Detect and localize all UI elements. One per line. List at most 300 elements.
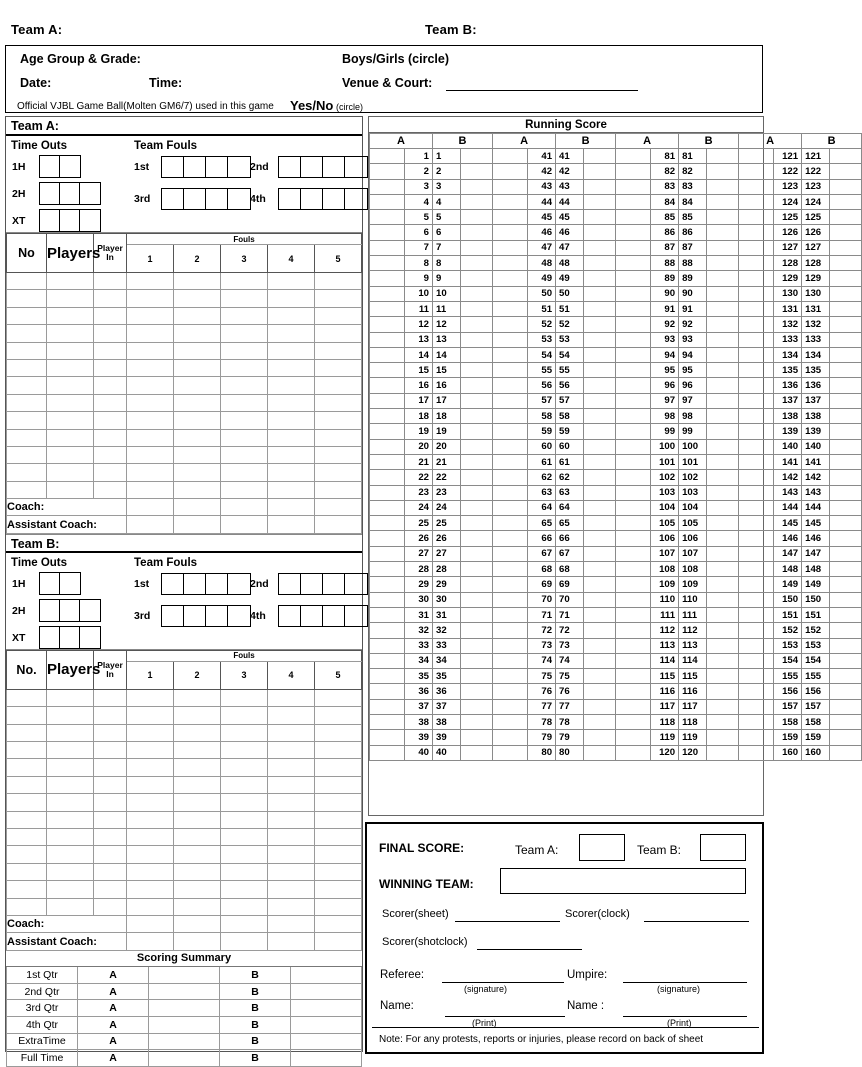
running-score-b-mark[interactable] — [707, 562, 739, 577]
player-foul-5-cell[interactable] — [315, 481, 362, 498]
player-foul-1-cell[interactable] — [127, 707, 174, 724]
player-no-cell[interactable] — [7, 377, 47, 394]
running-score-b-mark[interactable] — [584, 225, 616, 240]
player-foul-5-cell[interactable] — [315, 707, 362, 724]
running-score-a-mark[interactable] — [616, 516, 651, 531]
player-foul-2-cell[interactable] — [174, 290, 221, 307]
player-name-cell[interactable] — [47, 828, 94, 845]
player-foul-2-cell[interactable] — [174, 325, 221, 342]
running-score-b-mark[interactable] — [584, 562, 616, 577]
running-score-b-mark[interactable] — [830, 669, 862, 684]
player-in-cell[interactable] — [94, 273, 127, 290]
team-a-assistant-coach-label[interactable]: Assistant Coach: — [7, 516, 127, 533]
player-foul-3-cell[interactable] — [221, 707, 268, 724]
running-score-b-mark[interactable] — [461, 424, 493, 439]
running-score-a-mark[interactable] — [739, 653, 774, 668]
player-foul-1-cell[interactable] — [127, 724, 174, 741]
summary-team-a-value[interactable] — [149, 1017, 220, 1034]
player-foul-3-cell[interactable] — [221, 464, 268, 481]
running-score-a-mark[interactable] — [370, 409, 405, 424]
player-no-cell[interactable] — [7, 689, 47, 706]
running-score-a-mark[interactable] — [493, 516, 528, 531]
player-foul-2-cell[interactable] — [174, 273, 221, 290]
player-foul-3-cell[interactable] — [221, 846, 268, 863]
player-foul-3-cell[interactable] — [221, 377, 268, 394]
running-score-b-mark[interactable] — [830, 638, 862, 653]
scorer-shotclock-input-line[interactable] — [477, 949, 582, 950]
player-foul-2-cell[interactable] — [174, 881, 221, 898]
running-score-a-mark[interactable] — [493, 378, 528, 393]
running-score-a-mark[interactable] — [493, 745, 528, 760]
running-score-b-mark[interactable] — [707, 363, 739, 378]
running-score-b-mark[interactable] — [830, 516, 862, 531]
running-score-b-mark[interactable] — [830, 546, 862, 561]
player-in-cell[interactable] — [94, 342, 127, 359]
player-foul-4-cell[interactable] — [268, 759, 315, 776]
running-score-a-mark[interactable] — [616, 653, 651, 668]
team-b-acoach-f4[interactable] — [268, 933, 315, 950]
running-score-a-mark[interactable] — [493, 454, 528, 469]
running-score-b-mark[interactable] — [461, 592, 493, 607]
running-score-a-mark[interactable] — [739, 332, 774, 347]
running-score-a-mark[interactable] — [616, 546, 651, 561]
player-name-cell[interactable] — [47, 359, 94, 376]
running-score-b-mark[interactable] — [584, 179, 616, 194]
running-score-a-mark[interactable] — [370, 256, 405, 271]
player-foul-1-cell[interactable] — [127, 394, 174, 411]
player-foul-3-cell[interactable] — [221, 881, 268, 898]
player-in-cell[interactable] — [94, 446, 127, 463]
running-score-a-mark[interactable] — [370, 592, 405, 607]
running-score-a-mark[interactable] — [370, 332, 405, 347]
running-score-b-mark[interactable] — [707, 485, 739, 500]
running-score-b-mark[interactable] — [584, 684, 616, 699]
running-score-b-mark[interactable] — [830, 607, 862, 622]
running-score-b-mark[interactable] — [830, 699, 862, 714]
running-score-b-mark[interactable] — [461, 546, 493, 561]
running-score-a-mark[interactable] — [370, 271, 405, 286]
player-name-cell[interactable] — [47, 846, 94, 863]
running-score-a-mark[interactable] — [493, 546, 528, 561]
running-score-a-mark[interactable] — [616, 225, 651, 240]
running-score-b-mark[interactable] — [830, 500, 862, 515]
player-name-cell[interactable] — [47, 481, 94, 498]
running-score-b-mark[interactable] — [584, 194, 616, 209]
player-foul-5-cell[interactable] — [315, 742, 362, 759]
running-score-a-mark[interactable] — [739, 393, 774, 408]
running-score-a-mark[interactable] — [370, 577, 405, 592]
player-foul-1-cell[interactable] — [127, 412, 174, 429]
running-score-a-mark[interactable] — [739, 210, 774, 225]
player-name-cell[interactable] — [47, 464, 94, 481]
running-score-b-mark[interactable] — [461, 179, 493, 194]
player-foul-2-cell[interactable] — [174, 342, 221, 359]
player-in-cell[interactable] — [94, 898, 127, 915]
running-score-a-mark[interactable] — [616, 393, 651, 408]
running-score-b-mark[interactable] — [707, 409, 739, 424]
running-score-b-mark[interactable] — [707, 607, 739, 622]
player-foul-1-cell[interactable] — [127, 464, 174, 481]
player-no-cell[interactable] — [7, 412, 47, 429]
player-name-cell[interactable] — [47, 412, 94, 429]
player-in-cell[interactable] — [94, 307, 127, 324]
player-foul-3-cell[interactable] — [221, 273, 268, 290]
running-score-b-mark[interactable] — [707, 577, 739, 592]
running-score-b-mark[interactable] — [584, 577, 616, 592]
player-foul-4-cell[interactable] — [268, 325, 315, 342]
player-foul-2-cell[interactable] — [174, 811, 221, 828]
player-foul-1-cell[interactable] — [127, 811, 174, 828]
player-foul-1-cell[interactable] — [127, 776, 174, 793]
player-foul-2-cell[interactable] — [174, 481, 221, 498]
running-score-b-mark[interactable] — [461, 301, 493, 316]
running-score-a-mark[interactable] — [616, 669, 651, 684]
running-score-a-mark[interactable] — [493, 607, 528, 622]
running-score-a-mark[interactable] — [616, 592, 651, 607]
summary-team-a-value[interactable] — [149, 1000, 220, 1017]
player-foul-1-cell[interactable] — [127, 794, 174, 811]
running-score-b-mark[interactable] — [830, 378, 862, 393]
player-foul-5-cell[interactable] — [315, 811, 362, 828]
running-score-a-mark[interactable] — [616, 301, 651, 316]
running-score-a-mark[interactable] — [739, 607, 774, 622]
referee-signature-line[interactable] — [442, 982, 564, 983]
running-score-a-mark[interactable] — [493, 730, 528, 745]
player-in-cell[interactable] — [94, 394, 127, 411]
team-b-coach-f2[interactable] — [174, 915, 221, 932]
summary-team-a-value[interactable] — [149, 1050, 220, 1067]
running-score-b-mark[interactable] — [707, 286, 739, 301]
running-score-a-mark[interactable] — [493, 531, 528, 546]
running-score-a-mark[interactable] — [370, 347, 405, 362]
running-score-a-mark[interactable] — [739, 149, 774, 164]
running-score-b-mark[interactable] — [707, 164, 739, 179]
player-foul-3-cell[interactable] — [221, 898, 268, 915]
running-score-a-mark[interactable] — [370, 424, 405, 439]
running-score-b-mark[interactable] — [584, 592, 616, 607]
player-foul-3-cell[interactable] — [221, 412, 268, 429]
team-a-coach-f5[interactable] — [315, 499, 362, 516]
player-foul-1-cell[interactable] — [127, 325, 174, 342]
player-foul-5-cell[interactable] — [315, 325, 362, 342]
running-score-b-mark[interactable] — [707, 210, 739, 225]
player-foul-5-cell[interactable] — [315, 689, 362, 706]
player-no-cell[interactable] — [7, 898, 47, 915]
scorer-sheet-input-line[interactable] — [455, 921, 560, 922]
team-b-timeout-xt-boxes[interactable] — [39, 626, 101, 649]
player-foul-5-cell[interactable] — [315, 863, 362, 880]
running-score-a-mark[interactable] — [616, 363, 651, 378]
running-score-b-mark[interactable] — [830, 393, 862, 408]
running-score-a-mark[interactable] — [493, 424, 528, 439]
player-no-cell[interactable] — [7, 325, 47, 342]
running-score-a-mark[interactable] — [370, 240, 405, 255]
final-score-team-a-value[interactable] — [579, 834, 625, 861]
player-no-cell[interactable] — [7, 342, 47, 359]
player-name-cell[interactable] — [47, 307, 94, 324]
team-a-coach-label[interactable]: Coach: — [7, 499, 127, 516]
running-score-a-mark[interactable] — [739, 409, 774, 424]
player-foul-3-cell[interactable] — [221, 863, 268, 880]
player-in-cell[interactable] — [94, 776, 127, 793]
running-score-a-mark[interactable] — [739, 301, 774, 316]
player-in-cell[interactable] — [94, 811, 127, 828]
player-in-cell[interactable] — [94, 759, 127, 776]
running-score-b-mark[interactable] — [461, 714, 493, 729]
player-foul-5-cell[interactable] — [315, 307, 362, 324]
team-b-timeout-2h-boxes[interactable] — [39, 599, 101, 622]
player-no-cell[interactable] — [7, 446, 47, 463]
player-name-cell[interactable] — [47, 898, 94, 915]
running-score-b-mark[interactable] — [830, 347, 862, 362]
running-score-b-mark[interactable] — [584, 256, 616, 271]
running-score-b-mark[interactable] — [461, 531, 493, 546]
running-score-b-mark[interactable] — [461, 363, 493, 378]
running-score-a-mark[interactable] — [616, 271, 651, 286]
running-score-b-mark[interactable] — [461, 439, 493, 454]
player-foul-3-cell[interactable] — [221, 446, 268, 463]
running-score-b-mark[interactable] — [707, 271, 739, 286]
running-score-a-mark[interactable] — [493, 393, 528, 408]
team-b-coach-f1[interactable] — [127, 915, 174, 932]
running-score-b-mark[interactable] — [830, 225, 862, 240]
running-score-a-mark[interactable] — [370, 194, 405, 209]
running-score-a-mark[interactable] — [370, 470, 405, 485]
running-score-b-mark[interactable] — [584, 210, 616, 225]
team-b-acoach-f3[interactable] — [221, 933, 268, 950]
player-name-cell[interactable] — [47, 273, 94, 290]
running-score-b-mark[interactable] — [830, 301, 862, 316]
team-a-foul-3rd-boxes[interactable] — [161, 188, 251, 210]
player-foul-3-cell[interactable] — [221, 359, 268, 376]
running-score-b-mark[interactable] — [461, 485, 493, 500]
running-score-a-mark[interactable] — [493, 485, 528, 500]
running-score-a-mark[interactable] — [616, 470, 651, 485]
running-score-a-mark[interactable] — [739, 470, 774, 485]
running-score-a-mark[interactable] — [739, 225, 774, 240]
player-foul-2-cell[interactable] — [174, 464, 221, 481]
player-foul-5-cell[interactable] — [315, 828, 362, 845]
running-score-b-mark[interactable] — [461, 470, 493, 485]
running-score-a-mark[interactable] — [370, 669, 405, 684]
running-score-b-mark[interactable] — [830, 409, 862, 424]
player-in-cell[interactable] — [94, 707, 127, 724]
player-foul-1-cell[interactable] — [127, 759, 174, 776]
running-score-b-mark[interactable] — [584, 623, 616, 638]
running-score-b-mark[interactable] — [461, 638, 493, 653]
player-foul-4-cell[interactable] — [268, 689, 315, 706]
running-score-a-mark[interactable] — [493, 271, 528, 286]
running-score-a-mark[interactable] — [370, 301, 405, 316]
running-score-a-mark[interactable] — [739, 577, 774, 592]
player-foul-1-cell[interactable] — [127, 828, 174, 845]
running-score-a-mark[interactable] — [370, 454, 405, 469]
summary-team-b-value[interactable] — [291, 1017, 362, 1034]
player-foul-4-cell[interactable] — [268, 412, 315, 429]
player-in-cell[interactable] — [94, 846, 127, 863]
umpire-signature-line[interactable] — [623, 982, 747, 983]
player-foul-2-cell[interactable] — [174, 828, 221, 845]
player-no-cell[interactable] — [7, 394, 47, 411]
running-score-b-mark[interactable] — [707, 531, 739, 546]
player-foul-3-cell[interactable] — [221, 307, 268, 324]
team-a-foul-2nd-boxes[interactable] — [278, 156, 368, 178]
player-foul-2-cell[interactable] — [174, 724, 221, 741]
summary-team-b-value[interactable] — [291, 1050, 362, 1067]
running-score-b-mark[interactable] — [830, 256, 862, 271]
team-b-timeout-1h-boxes[interactable] — [39, 572, 81, 595]
player-foul-4-cell[interactable] — [268, 898, 315, 915]
running-score-b-mark[interactable] — [584, 531, 616, 546]
running-score-b-mark[interactable] — [830, 194, 862, 209]
team-a-coach-f3[interactable] — [221, 499, 268, 516]
player-foul-5-cell[interactable] — [315, 759, 362, 776]
player-foul-5-cell[interactable] — [315, 342, 362, 359]
team-b-coach-label[interactable]: Coach: — [7, 915, 127, 932]
running-score-a-mark[interactable] — [370, 730, 405, 745]
running-score-b-mark[interactable] — [461, 500, 493, 515]
running-score-a-mark[interactable] — [493, 347, 528, 362]
player-foul-3-cell[interactable] — [221, 776, 268, 793]
running-score-b-mark[interactable] — [584, 745, 616, 760]
player-foul-3-cell[interactable] — [221, 689, 268, 706]
running-score-b-mark[interactable] — [830, 745, 862, 760]
running-score-a-mark[interactable] — [370, 745, 405, 760]
team-b-assistant-coach-label[interactable]: Assistant Coach: — [7, 933, 127, 950]
running-score-a-mark[interactable] — [616, 607, 651, 622]
running-score-b-mark[interactable] — [461, 164, 493, 179]
running-score-b-mark[interactable] — [830, 623, 862, 638]
running-score-b-mark[interactable] — [461, 225, 493, 240]
team-b-foul-4th-boxes[interactable] — [278, 605, 368, 627]
player-foul-4-cell[interactable] — [268, 707, 315, 724]
team-a-timeout-2h-boxes[interactable] — [39, 182, 101, 205]
player-in-cell[interactable] — [94, 377, 127, 394]
running-score-a-mark[interactable] — [739, 684, 774, 699]
running-score-a-mark[interactable] — [493, 653, 528, 668]
running-score-a-mark[interactable] — [739, 500, 774, 515]
running-score-a-mark[interactable] — [370, 684, 405, 699]
team-a-coach-f1[interactable] — [127, 499, 174, 516]
team-b-acoach-f5[interactable] — [315, 933, 362, 950]
running-score-b-mark[interactable] — [461, 409, 493, 424]
running-score-b-mark[interactable] — [584, 301, 616, 316]
player-foul-5-cell[interactable] — [315, 412, 362, 429]
running-score-a-mark[interactable] — [739, 240, 774, 255]
running-score-a-mark[interactable] — [616, 638, 651, 653]
running-score-b-mark[interactable] — [707, 378, 739, 393]
running-score-a-mark[interactable] — [370, 562, 405, 577]
running-score-a-mark[interactable] — [370, 164, 405, 179]
player-no-cell[interactable] — [7, 759, 47, 776]
running-score-a-mark[interactable] — [493, 256, 528, 271]
player-foul-4-cell[interactable] — [268, 846, 315, 863]
running-score-a-mark[interactable] — [493, 164, 528, 179]
running-score-b-mark[interactable] — [707, 546, 739, 561]
running-score-b-mark[interactable] — [707, 424, 739, 439]
running-score-a-mark[interactable] — [616, 623, 651, 638]
running-score-a-mark[interactable] — [370, 485, 405, 500]
running-score-a-mark[interactable] — [616, 378, 651, 393]
running-score-a-mark[interactable] — [616, 164, 651, 179]
running-score-b-mark[interactable] — [584, 378, 616, 393]
summary-team-b-value[interactable] — [291, 967, 362, 984]
player-foul-1-cell[interactable] — [127, 898, 174, 915]
team-a-timeout-xt-boxes[interactable] — [39, 209, 101, 232]
team-b-coach-f3[interactable] — [221, 915, 268, 932]
running-score-b-mark[interactable] — [584, 699, 616, 714]
running-score-a-mark[interactable] — [493, 638, 528, 653]
running-score-a-mark[interactable] — [493, 194, 528, 209]
running-score-b-mark[interactable] — [707, 194, 739, 209]
player-in-cell[interactable] — [94, 742, 127, 759]
running-score-b-mark[interactable] — [830, 332, 862, 347]
player-in-cell[interactable] — [94, 290, 127, 307]
player-no-cell[interactable] — [7, 481, 47, 498]
running-score-a-mark[interactable] — [739, 271, 774, 286]
running-score-a-mark[interactable] — [493, 332, 528, 347]
running-score-a-mark[interactable] — [370, 179, 405, 194]
player-no-cell[interactable] — [7, 273, 47, 290]
player-foul-1-cell[interactable] — [127, 307, 174, 324]
summary-team-a-value[interactable] — [149, 983, 220, 1000]
running-score-b-mark[interactable] — [461, 194, 493, 209]
running-score-b-mark[interactable] — [830, 240, 862, 255]
running-score-a-mark[interactable] — [493, 684, 528, 699]
player-in-cell[interactable] — [94, 863, 127, 880]
player-name-cell[interactable] — [47, 794, 94, 811]
player-foul-3-cell[interactable] — [221, 811, 268, 828]
running-score-a-mark[interactable] — [739, 439, 774, 454]
player-foul-2-cell[interactable] — [174, 307, 221, 324]
player-in-cell[interactable] — [94, 325, 127, 342]
player-no-cell[interactable] — [7, 724, 47, 741]
running-score-a-mark[interactable] — [739, 179, 774, 194]
running-score-a-mark[interactable] — [616, 409, 651, 424]
player-foul-4-cell[interactable] — [268, 742, 315, 759]
running-score-b-mark[interactable] — [461, 256, 493, 271]
player-foul-1-cell[interactable] — [127, 342, 174, 359]
player-foul-1-cell[interactable] — [127, 846, 174, 863]
player-name-cell[interactable] — [47, 724, 94, 741]
player-foul-5-cell[interactable] — [315, 724, 362, 741]
team-a-foul-1st-boxes[interactable] — [161, 156, 251, 178]
running-score-a-mark[interactable] — [370, 378, 405, 393]
running-score-a-mark[interactable] — [370, 286, 405, 301]
running-score-b-mark[interactable] — [584, 470, 616, 485]
running-score-a-mark[interactable] — [739, 454, 774, 469]
running-score-b-mark[interactable] — [707, 393, 739, 408]
running-score-a-mark[interactable] — [370, 210, 405, 225]
running-score-a-mark[interactable] — [616, 332, 651, 347]
running-score-b-mark[interactable] — [830, 531, 862, 546]
running-score-b-mark[interactable] — [584, 454, 616, 469]
player-foul-2-cell[interactable] — [174, 776, 221, 793]
player-foul-5-cell[interactable] — [315, 394, 362, 411]
player-foul-1-cell[interactable] — [127, 290, 174, 307]
player-foul-2-cell[interactable] — [174, 707, 221, 724]
running-score-a-mark[interactable] — [493, 669, 528, 684]
team-a-acoach-f5[interactable] — [315, 516, 362, 533]
running-score-b-mark[interactable] — [584, 730, 616, 745]
running-score-b-mark[interactable] — [707, 699, 739, 714]
player-no-cell[interactable] — [7, 811, 47, 828]
player-foul-2-cell[interactable] — [174, 412, 221, 429]
player-foul-1-cell[interactable] — [127, 863, 174, 880]
player-name-cell[interactable] — [47, 325, 94, 342]
running-score-b-mark[interactable] — [461, 745, 493, 760]
running-score-b-mark[interactable] — [584, 393, 616, 408]
